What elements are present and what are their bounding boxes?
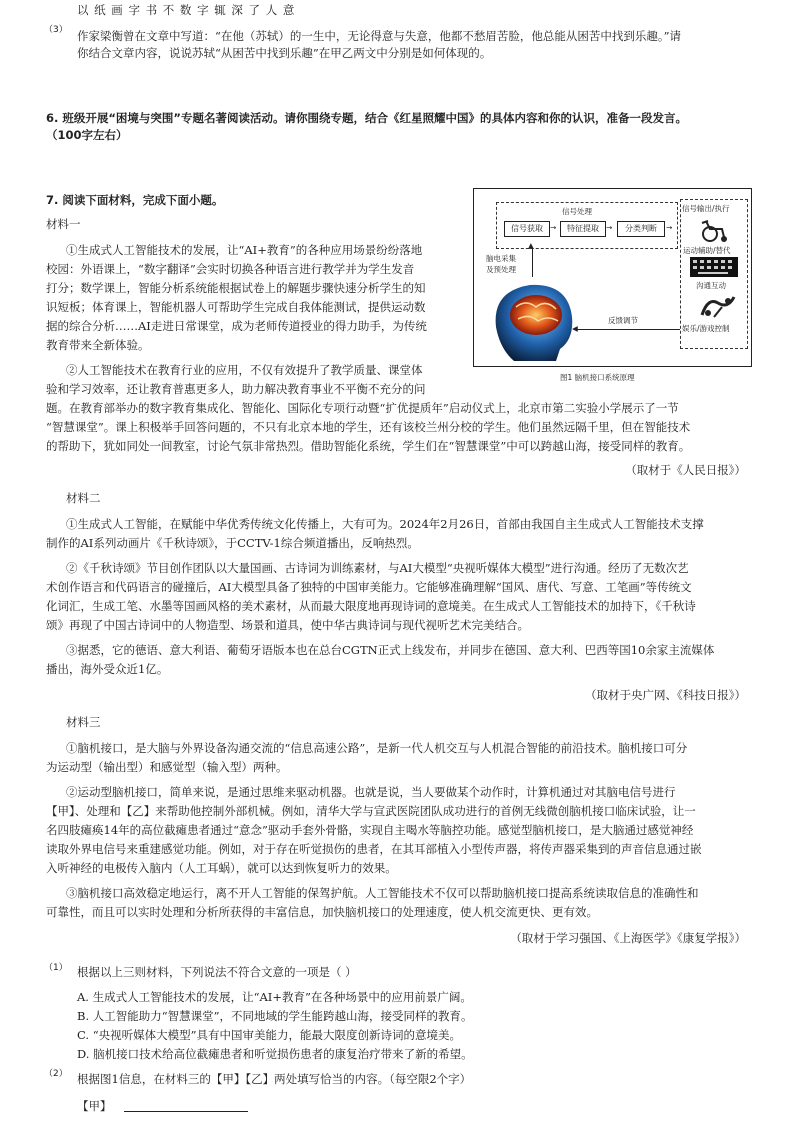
paragraph-line: 为运动型（输出型）和感觉型（输入型）两种。 (46, 760, 288, 774)
paragraph-line: 术创作语言和代码语言的碰撞后，AI大模型具备了独特的中国审美能力。它能够准确理解“国风、唐代、写意、工笔画”等传统文 (46, 580, 692, 594)
extract-box: 特征提取 (560, 221, 606, 237)
brain-head-icon (486, 277, 578, 363)
paragraph-line: ③脑机接口高效稳定地运行，离不开人工智能的保驾护航。人工智能技术不仅可以帮助脑机接口提高系统读取信息的准确性和 (66, 886, 699, 900)
paragraph-line: ②《千秋诗颂》节目创作团队以大量国画、古诗词为训练素材，与AI大模型“央视听媒体大模型”进行沟通。经历了无数次艺 (66, 561, 689, 575)
material-3-label: 材料三 (66, 715, 101, 729)
blank-jia-answer[interactable] (124, 1110, 248, 1112)
paragraph-line: 制作的AI系列动画片《千秋诗颂》，于CCTV-1综合频道播出，反响热烈。 (46, 536, 419, 550)
paragraph-line: 校园：外语课上，“数字翻译”会实时切换各种语言进行教学并为学生发音 (46, 262, 415, 276)
paragraph-line: 入听神经的电极传入脑内（人工耳蜗），就可以达到恢复听力的效果。 (46, 861, 397, 875)
paragraph-line: 的帮助下，犹如同处一间教室，讨论气氛非常热烈。借助智能化系统，学生们在“智慧课堂”中可以跨越山海，接受同样的教育。 (46, 439, 691, 453)
question-6-text: 6. 班级开展“困境与突围”专题名著阅读活动。请你围绕专题，结合《红星照耀中国》的具体内容和你的认识，准备一段发言。 (46, 111, 687, 125)
figure-caption: 图1 脑机接口系统原理 (560, 373, 635, 382)
question-7-title: 7. 阅读下面材料，完成下面小题。 (46, 193, 224, 207)
question-6-text: （100字左右） (46, 128, 128, 142)
question-text: 你结合文章内容，说说苏轼“从困苦中找到乐趣”在甲乙两文中分别是如何体现的。 (77, 46, 492, 60)
option-b[interactable]: B. 人工智能助力“智慧课堂”，不同地域的学生能跨越山海，接受同样的教育。 (77, 1009, 473, 1023)
entertain-label: 娱乐/游戏控制 (682, 324, 730, 333)
paragraph-line: ①生成式人工智能，在赋能中华优秀传统文化传播上，大有可为。2024年2月26日，首部由我国自主生成式人工智能技术支撑 (66, 517, 704, 531)
option-c[interactable]: C. “央视听媒体大模型”具有中国审美能力，能最大限度创新诗词的意境美。 (77, 1028, 461, 1042)
game-control-icon (698, 293, 738, 319)
question-stem: 根据图1信息，在材料三的【甲】【乙】两处填写恰当的内容。（每空限2个字） (77, 1072, 472, 1086)
paragraph-line: 【甲】、处理和【乙】来帮助他控制外部机械。例如，清华大学与宣武医院团队成功进行的首例无线微创脑机接口临床试验，让一 (46, 804, 696, 818)
source-citation: （取材于《人民日报》） (625, 463, 746, 477)
arrow-up-line (532, 247, 533, 277)
bci-diagram (473, 188, 752, 367)
paragraph-line: 题。在教育部举办的数字教育集成化、智能化、国际化专项行动暨“扩优提质年”启动仪式上，北京市第二实验小学展示了一节 (46, 401, 679, 415)
question-number: （1） (44, 963, 68, 973)
question-number: （3） (44, 25, 68, 35)
paragraph-line: ①生成式人工智能技术的发展，让“AI+教育”的各种应用场景纷纷落地 (66, 243, 423, 257)
previous-text-fragment: 以 纸 画 字 书 不 数 字 辄 深 了 人 意 (77, 3, 296, 17)
paragraph-line: 播出，海外受众近1亿。 (46, 662, 169, 676)
classify-box: 分类判断 (617, 221, 665, 237)
option-d[interactable]: D. 脑机接口技术给高位截瘫患者和听觉损伤患者的康复治疗带来了新的希望。 (77, 1047, 473, 1061)
paragraph-line: 名四肢瘫痪14年的高位截瘫患者通过“意念”驱动手套外骨骼，实现自主喝水等脑控功能。感觉型脑机接口，是大脑通过感觉神经 (46, 823, 694, 837)
paragraph-line: 可靠性，而且可以实时处理和分析所获得的丰富信息，加快脑机接口的处理速度，使人机交流更快、更有效。 (46, 905, 598, 919)
paragraph-line: 颂》再现了中国古诗词中的人物造型、场景和道具，使中华古典诗词与现代视听艺术完美结合。 (46, 618, 529, 632)
paragraph-line: 教育带来全新体验。 (46, 338, 150, 352)
paragraph-line: 识短板；体育课上，智能机器人可帮助学生完成自我体能测试，提供运动数 (46, 300, 426, 314)
paragraph-line: 打分；数学课上，智能分析系统能根据试卷上的解题步骤快速分析学生的知 (46, 281, 426, 295)
motion-label: 运动辅助/替代 (683, 246, 731, 255)
signal-processing-label: 信号处理 (562, 207, 592, 216)
output-label: 信号输出/执行 (682, 204, 730, 213)
arrow-right-icon: → (606, 223, 613, 232)
comm-label: 沟通互动 (696, 281, 726, 290)
brain-collect-label: 及预处理 (486, 265, 516, 274)
question-number: （2） (44, 1069, 68, 1079)
wheelchair-icon (696, 217, 732, 243)
brain-collect-label: 脑电采集 (486, 254, 516, 263)
source-citation: （取材于学习强国、《上海医学》《康复学报》） (510, 931, 746, 945)
arrow-right-icon: → (666, 223, 673, 232)
paragraph-line: 化词汇，生成工笔、水墨等国画风格的美术素材，从而最大限度地再现诗词的意境美。在生成式人工智能技术的加持下，《千秋诗 (46, 599, 696, 613)
paragraph-line: ②运动型脑机接口，简单来说，是通过思维来驱动机器。也就是说，当人要做某个动作时，计算机通过对其脑电信号进行 (66, 785, 676, 799)
material-2-label: 材料二 (66, 491, 101, 505)
feedback-label: 反馈调节 (608, 316, 638, 325)
option-a[interactable]: A. 生成式人工智能技术的发展，让“AI+教育”在各种场景中的应用前景广阔。 (77, 990, 472, 1004)
paragraph-line: ①脑机接口，是大脑与外界设备沟通交流的“信息高速公路”，是新一代人机交互与人机混合智能的前沿技术。脑机接口可分 (66, 741, 688, 755)
question-text: 作家梁衡曾在文章中写道：“在他（苏轼）的一生中，无论得意与失意，他都不愁眉苦脸，他总能从困苦中找到乐趣。”请 (77, 29, 682, 43)
keyboard-icon (690, 257, 738, 277)
acquire-box: 信号获取 (504, 221, 550, 237)
paragraph-line: 读取外界电信号来重建感觉功能。例如，对于存在听觉损伤的患者，在其耳部植入小型传声器，将传声器采集到的声音信息通过嵌 (46, 842, 702, 856)
source-citation: （取材于央广网、《科技日报》） (585, 688, 746, 702)
paragraph-line: 据的综合分析……AI走进日常课堂，成为老师传道授业的得力助手，为传统 (46, 319, 427, 333)
arrow-up-icon: ▲ (528, 241, 534, 250)
paragraph-line: “智慧课堂”。课上积极举手回答问题的，不只有北京本地的学生，还有该校兰州分校的学生。他们虽然远隔千里，但在智能技术 (46, 420, 691, 434)
question-stem: 根据以上三则材料，下列说法不符合文意的一项是（ ） (77, 965, 357, 979)
arrow-right-icon: → (550, 223, 557, 232)
paragraph-line: ②人工智能技术在教育行业的应用，不仅有效提升了教学质量、课堂体 (66, 363, 423, 377)
material-1-label: 材料一 (46, 217, 81, 231)
blank-jia-label: 【甲】 (77, 1099, 112, 1113)
feedback-arrow-line (576, 329, 680, 330)
paragraph-line: ③据悉，它的德语、意大利语、葡萄牙语版本也在总台CGTN正式上线发布，并同步在德国、意大利、巴西等国10余家主流媒体 (66, 643, 715, 657)
paragraph-line: 验和学习效率，还让教育普惠更多人，助力解决教育事业不平衡不充分的问 (46, 382, 426, 396)
arrow-left-icon: ◀ (572, 324, 578, 333)
